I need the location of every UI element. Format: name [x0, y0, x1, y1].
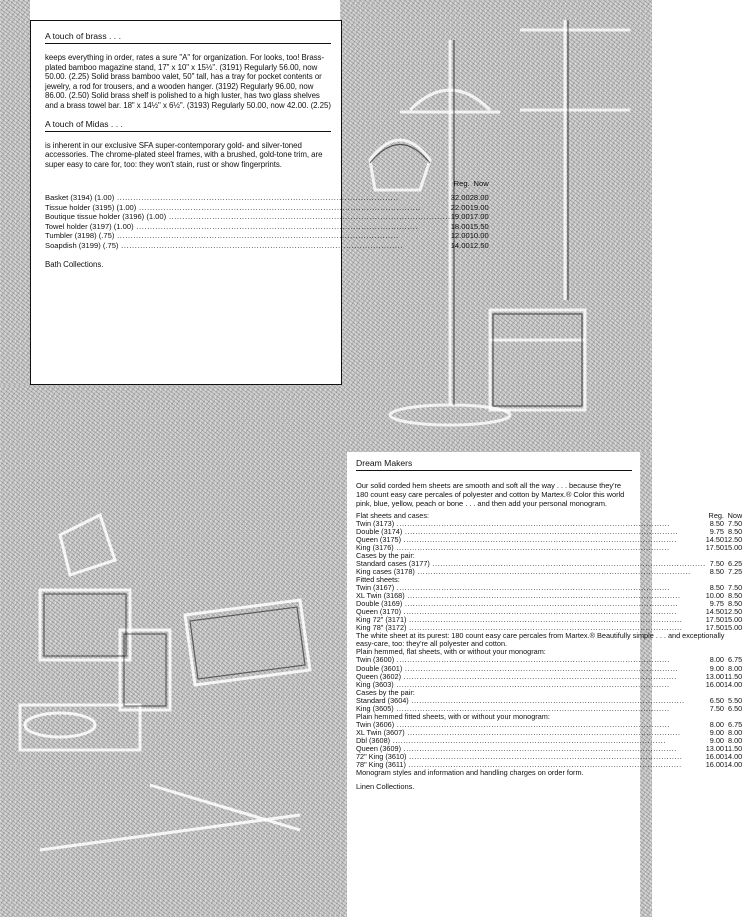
- row-reg: 16.00: [705, 752, 724, 762]
- row-reg: 14.50: [705, 607, 724, 617]
- row-now: 7.25: [728, 566, 742, 576]
- row-name: King (3176) .....: [356, 544, 706, 552]
- item-now: 12.50: [469, 240, 489, 250]
- row-now: 14.00: [723, 679, 742, 689]
- flat-sheets-label: Flat sheets and cases:: [356, 510, 430, 520]
- linen-collections-label: Linen Collections.: [356, 782, 415, 792]
- item-name: Towel holder (3197) (1.00) .....: [45, 222, 451, 232]
- row-name: King cases (3178) .....: [356, 568, 706, 576]
- row-now: 6.25: [728, 558, 742, 568]
- table-row: [45, 212, 489, 222]
- item-now: 15.50: [469, 221, 489, 231]
- row-name: 72" King (3610) .....: [356, 753, 706, 761]
- midas-heading: A touch of Midas . . .: [45, 119, 331, 132]
- row-reg: 17.50: [705, 542, 724, 552]
- row-now: 6.50: [728, 703, 742, 713]
- row-name: King 72" (3171) .....: [356, 616, 706, 624]
- row-reg: 9.75: [709, 599, 724, 609]
- row-name: Queen (3609) .....: [356, 745, 706, 753]
- row-reg: 16.00: [705, 679, 724, 689]
- col-reg-header: Reg.: [708, 510, 724, 520]
- table-row: [356, 568, 742, 576]
- photo-edge-left: [0, 0, 30, 385]
- row-name: Queen (3602) .....: [356, 673, 706, 681]
- brass-heading: A touch of brass . . .: [45, 31, 331, 44]
- table-row: [45, 241, 489, 251]
- row-now: 7.50: [728, 518, 742, 528]
- row-name: Standard cases (3177) .....: [356, 560, 706, 568]
- dream-sheets-table: [356, 512, 742, 778]
- item-reg: 18.00: [450, 221, 470, 231]
- row-name: Fitted sheets:: [356, 574, 400, 584]
- row-name: Plain hemmed fitted sheets, with or without your monogram:: [356, 711, 550, 721]
- row-now: 8.00: [728, 727, 742, 737]
- brass-body: keeps everything in order, rates a sure "A" for organization. For looks, too! Brass-plated bamboo magazine stand, 17" x 10" x 15½". (3191) Regularly 56.00, now 50.00. (2.25) Solid brass bamboo valet, 50" tall, has a tray for pocket contents or jewelry, a rod for trousers, and a wooden hanger. (3192) Regularly 96.00, now 86.00. (2.50) Solid brass shelf is polished to a high luster, has two glass shelves and a brass towel bar. 18" x 14½" x 6½". (3193) Regularly 50.00, now 42.00. (2.25): [45, 53, 331, 110]
- row-now: 8.50: [728, 599, 742, 609]
- row-now: 11.50: [724, 743, 742, 753]
- row-name: 78" King (3611) .....: [356, 761, 706, 769]
- row-name: XL Twin (3607) .....: [356, 729, 706, 737]
- row-now: 15.00: [723, 623, 742, 633]
- item-reg: 19.00: [450, 212, 470, 222]
- item-reg: 14.00: [450, 240, 470, 250]
- row-reg: 9.00: [709, 663, 724, 673]
- row-now: 8.00: [728, 735, 742, 745]
- item-now: 28.00: [469, 192, 489, 202]
- item-now: 17.00: [469, 212, 489, 222]
- row-name: King (3603) .....: [356, 681, 706, 689]
- dream-intro: Our solid corded hem sheets are smooth and soft all the way . . . because they're 180 count easy care percales of polyester and cotton by Martex.® Color this world pink, blue, yellow, peach or bone . . . and then add your personal monogram.: [356, 481, 625, 509]
- row-reg: 14.50: [705, 534, 724, 544]
- col-reg-header: Reg.: [453, 179, 470, 189]
- midas-accessories-illustration: [0, 385, 347, 917]
- row-name: Twin (3606) .....: [356, 721, 706, 729]
- row-name: Dbl (3608) .....: [356, 737, 706, 745]
- row-name: Queen (3175) .....: [356, 536, 706, 544]
- row-name: Standard (3604) .....: [356, 697, 706, 705]
- row-name: Twin (3167) .....: [356, 584, 706, 592]
- row-reg: 6.50: [709, 695, 724, 705]
- monogram-note-row: [356, 769, 742, 777]
- row-now: 5.50: [728, 695, 742, 705]
- row-now: 6.75: [728, 719, 742, 729]
- item-name: Basket (3194) (1.00) .....: [45, 193, 451, 203]
- item-reg: 22.00: [450, 202, 470, 212]
- row-reg: 17.50: [705, 615, 724, 625]
- item-now: 19.00: [469, 202, 489, 212]
- plain-hemmed-label: Plain hemmed, flat sheets, with or without your monogram:: [356, 647, 546, 657]
- row-now: 7.50: [728, 583, 742, 593]
- row-name: King 78" (3172) .....: [356, 624, 706, 632]
- table-row: [45, 203, 489, 213]
- row-reg: 8.50: [709, 566, 724, 576]
- row-name: Double (3601) .....: [356, 665, 706, 673]
- midas-price-table: [45, 179, 489, 250]
- table-row: [45, 231, 489, 241]
- item-name: Tissue holder (3195) (1.00) .....: [45, 203, 451, 213]
- row-reg: 8.50: [709, 583, 724, 593]
- row-now: 6.75: [728, 655, 742, 665]
- col-now-header: Now: [473, 179, 489, 189]
- row-now: 11.50: [724, 671, 742, 681]
- row-name: Double (3174) .....: [356, 528, 706, 536]
- row-now: 12.50: [723, 607, 742, 617]
- dream-heading: Dream Makers: [356, 458, 632, 471]
- row-now: 12.50: [723, 534, 742, 544]
- row-name: Double (3169) .....: [356, 600, 706, 608]
- price-table-header: [45, 179, 489, 189]
- row-reg: 8.50: [709, 518, 724, 528]
- white-sheet-text: The white sheet at its purest: 180 count easy care percales from Martex.® Beautifully simple . . . and exceptionally easy-care, too: they're all polyester and cotton.: [356, 631, 725, 649]
- row-reg: 16.00: [705, 760, 724, 770]
- item-reg: 32.00: [450, 192, 470, 202]
- dream-makers-copy-box: [347, 452, 742, 917]
- row-reg: 17.50: [705, 623, 724, 633]
- row-name: XL Twin (3168) .....: [356, 592, 706, 600]
- white-sheet-text-row: [356, 632, 742, 648]
- row-name: Cases by the pair:: [356, 687, 415, 697]
- row-name: King (3605) .....: [356, 705, 706, 713]
- table-row: [45, 193, 489, 203]
- item-name: Tumbler (3198) (.75) .....: [45, 231, 451, 241]
- midas-body: is inherent in our exclusive SFA super-contemporary gold- and silver-toned accessories. The chrome-plated steel frames, with a brushed, gold-tone trim, are super easy to care for, too: they won't stain, rust or show fingerprints.: [45, 140, 323, 169]
- table-row: [45, 222, 489, 232]
- row-reg: 9.00: [709, 727, 724, 737]
- row-reg: 9.75: [709, 526, 724, 536]
- row-now: 8.00: [728, 663, 742, 673]
- brass-midas-copy-box: [30, 20, 489, 385]
- item-name: Boutique tissue holder (3196) (1.00) .....: [45, 212, 451, 222]
- col-now-header: Now: [727, 510, 742, 520]
- row-reg: 8.00: [709, 719, 724, 729]
- row-name: Cases by the pair:: [356, 550, 415, 560]
- item-now: 10.00: [469, 231, 489, 241]
- row-reg: 8.00: [709, 655, 724, 665]
- row-name: Twin (3600) .....: [356, 656, 706, 664]
- item-reg: 12.00: [450, 231, 470, 241]
- row-now: 8.50: [728, 526, 742, 536]
- row-now: 14.00: [723, 760, 742, 770]
- row-reg: 13.00: [705, 743, 724, 753]
- midas-accessories-photo: [0, 385, 347, 917]
- monogram-note: Monogram styles and information and handling charges on order form.: [356, 768, 584, 778]
- row-now: 15.00: [723, 615, 742, 625]
- row-now: 8.50: [728, 591, 742, 601]
- row-name: Queen (3170) .....: [356, 608, 706, 616]
- row-reg: 7.50: [709, 558, 724, 568]
- bath-collections-label: Bath Collections.: [45, 259, 104, 269]
- row-name: Twin (3173) .....: [356, 520, 706, 528]
- row-reg: 10.00: [705, 591, 724, 601]
- row-reg: 7.50: [709, 703, 724, 713]
- item-name: Soapdish (3199) (.75) .....: [45, 241, 451, 251]
- row-reg: 13.00: [705, 671, 724, 681]
- row-reg: 9.00: [709, 735, 724, 745]
- row-now: 15.00: [723, 542, 742, 552]
- row-now: 14.00: [723, 752, 742, 762]
